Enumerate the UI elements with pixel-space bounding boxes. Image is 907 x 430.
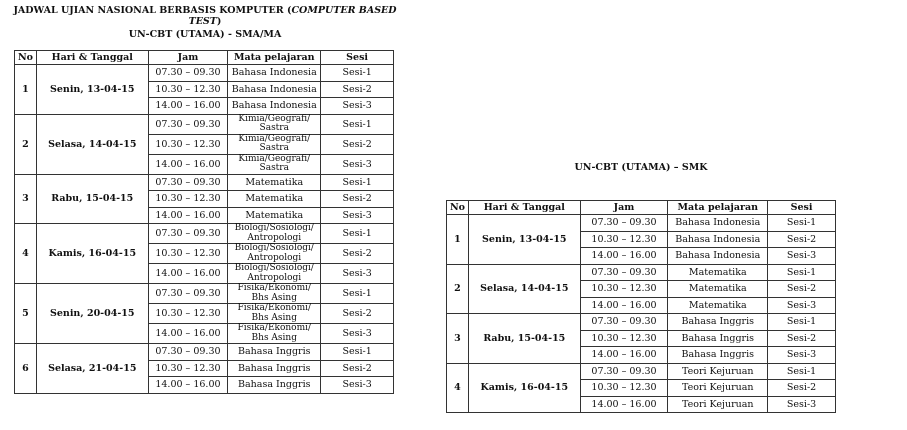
time-cell: 07.30 – 09.30 (580, 363, 668, 380)
session-cell: Sesi-3 (768, 248, 836, 265)
subject-cell: Teori Kejuruan (668, 363, 768, 380)
time-cell: 10.30 – 12.30 (580, 231, 668, 248)
session-cell: Sesi-3 (321, 377, 394, 394)
session-cell: Sesi-3 (768, 396, 836, 413)
subject-cell: Biologi/Sosiologi/ Antropologi (228, 244, 321, 264)
column-header: Mata pelajaran (668, 201, 768, 215)
time-cell: 10.30 – 12.30 (580, 330, 668, 347)
session-cell: Sesi-3 (321, 324, 394, 344)
session-cell: Sesi-3 (321, 98, 394, 115)
subject-cell: Matematika (228, 174, 321, 191)
day-number: 2 (447, 264, 469, 314)
time-cell: 10.30 – 12.30 (580, 380, 668, 397)
day-date: Kamis, 16-04-15 (36, 224, 148, 284)
table-row (15, 174, 394, 191)
sma-subtitle: UN-CBT (UTAMA) - SMA/MA (128, 29, 282, 40)
table-header-row (447, 201, 836, 215)
title-italic: COMPUTER BASED TEST (188, 5, 397, 27)
subject-cell: Kimia/Geografi/ Sastra (228, 134, 321, 154)
day-number: 3 (15, 174, 37, 224)
session-cell: Sesi-1 (321, 344, 394, 361)
column-header: No (15, 51, 37, 65)
sma-schedule-table (14, 50, 394, 394)
day-number: 2 (15, 114, 37, 174)
title-suffix: ) (216, 16, 222, 27)
session-cell: Sesi-1 (768, 215, 836, 232)
session-cell: Sesi-1 (321, 174, 394, 191)
table-row (447, 363, 836, 380)
day-number: 1 (15, 65, 37, 115)
subject-cell: Bahasa Inggris (668, 314, 768, 331)
subject-cell: Kimia/Geografi/ Sastra (228, 114, 321, 134)
day-number: 4 (15, 224, 37, 284)
time-cell: 14.00 – 16.00 (148, 98, 228, 115)
table-header-row (15, 51, 394, 65)
time-cell: 07.30 – 09.30 (580, 215, 668, 232)
subject-cell: Biologi/Sosiologi/ Antropologi (228, 264, 321, 284)
subject-cell: Bahasa Inggris (228, 344, 321, 361)
day-number: 4 (447, 363, 469, 413)
subject-cell: Bahasa Inggris (668, 330, 768, 347)
session-cell: Sesi-2 (321, 81, 394, 98)
column-header: Sesi (321, 51, 394, 65)
day-number: 1 (447, 215, 469, 265)
session-cell: Sesi-2 (321, 304, 394, 324)
session-cell: Sesi-1 (321, 224, 394, 244)
subject-cell: Bahasa Indonesia (228, 65, 321, 82)
session-cell: Sesi-2 (768, 231, 836, 248)
column-header: Sesi (768, 201, 836, 215)
subject-cell: Bahasa Indonesia (228, 98, 321, 115)
subject-cell: Matematika (668, 297, 768, 314)
day-date: Selasa, 14-04-15 (468, 264, 580, 314)
subject-cell: Fisika/Ekonomi/ Bhs Asing (228, 324, 321, 344)
day-date: Selasa, 14-04-15 (36, 114, 148, 174)
subject-cell: Bahasa Inggris (228, 360, 321, 377)
session-cell: Sesi-1 (768, 264, 836, 281)
subject-cell: Bahasa Indonesia (228, 81, 321, 98)
time-cell: 07.30 – 09.30 (148, 114, 228, 134)
subject-cell: Bahasa Inggris (228, 377, 321, 394)
day-date: Rabu, 15-04-15 (468, 314, 580, 364)
time-cell: 07.30 – 09.30 (148, 224, 228, 244)
time-cell: 10.30 – 12.30 (148, 81, 228, 98)
table-row (15, 344, 394, 361)
time-cell: 10.30 – 12.30 (148, 191, 228, 208)
subject-cell: Bahasa Inggris (668, 347, 768, 364)
time-cell: 07.30 – 09.30 (580, 264, 668, 281)
time-cell: 10.30 – 12.30 (148, 244, 228, 264)
session-cell: Sesi-2 (321, 191, 394, 208)
document-title (10, 5, 400, 27)
subject-cell: Bahasa Indonesia (668, 231, 768, 248)
day-date: Kamis, 16-04-15 (468, 363, 580, 413)
column-header: Jam (148, 51, 228, 65)
time-cell: 10.30 – 12.30 (148, 134, 228, 154)
table-row (15, 114, 394, 134)
session-cell: Sesi-2 (768, 380, 836, 397)
session-cell: Sesi-2 (321, 244, 394, 264)
time-cell: 10.30 – 12.30 (148, 360, 228, 377)
session-cell: Sesi-2 (768, 281, 836, 298)
column-header: Hari & Tanggal (36, 51, 148, 65)
column-header: No (447, 201, 469, 215)
session-cell: Sesi-2 (768, 330, 836, 347)
column-header: Hari & Tanggal (468, 201, 580, 215)
session-cell: Sesi-1 (768, 314, 836, 331)
day-number: 3 (447, 314, 469, 364)
subject-cell: Matematika (668, 281, 768, 298)
time-cell: 14.00 – 16.00 (580, 248, 668, 265)
subject-cell: Biologi/Sosiologi/ Antropologi (228, 224, 321, 244)
table-row (447, 314, 836, 331)
time-cell: 14.00 – 16.00 (148, 264, 228, 284)
session-cell: Sesi-1 (321, 284, 394, 304)
time-cell: 07.30 – 09.30 (148, 284, 228, 304)
session-cell: Sesi-2 (321, 134, 394, 154)
session-cell: Sesi-1 (321, 65, 394, 82)
time-cell: 07.30 – 09.30 (148, 65, 228, 82)
time-cell: 07.30 – 09.30 (580, 314, 668, 331)
session-cell: Sesi-1 (768, 363, 836, 380)
time-cell: 14.00 – 16.00 (580, 347, 668, 364)
smk-subtitle: UN-CBT (UTAMA) – SMK (574, 162, 708, 173)
session-cell: Sesi-3 (768, 297, 836, 314)
subject-cell: Matematika (668, 264, 768, 281)
session-cell: Sesi-3 (321, 154, 394, 174)
table-row (15, 65, 394, 82)
day-date: Selasa, 21-04-15 (36, 344, 148, 394)
title-prefix: JADWAL UJIAN NASIONAL BERBASIS KOMPUTER ( (13, 5, 292, 16)
time-cell: 14.00 – 16.00 (580, 297, 668, 314)
time-cell: 10.30 – 12.30 (580, 281, 668, 298)
time-cell: 07.30 – 09.30 (148, 174, 228, 191)
day-date: Rabu, 15-04-15 (36, 174, 148, 224)
day-number: 5 (15, 284, 37, 344)
session-cell: Sesi-1 (321, 114, 394, 134)
subject-cell: Teori Kejuruan (668, 396, 768, 413)
session-cell: Sesi-3 (768, 347, 836, 364)
subject-cell: Teori Kejuruan (668, 380, 768, 397)
subject-cell: Fisika/Ekonomi/ Bhs Asing (228, 304, 321, 324)
column-header: Mata pelajaran (228, 51, 321, 65)
day-date: Senin, 20-04-15 (36, 284, 148, 344)
subject-cell: Kimia/Geografi/ Sastra (228, 154, 321, 174)
time-cell: 14.00 – 16.00 (148, 207, 228, 224)
subject-cell: Matematika (228, 191, 321, 208)
day-date: Senin, 13-04-15 (468, 215, 580, 265)
subject-cell: Bahasa Indonesia (668, 215, 768, 232)
time-cell: 14.00 – 16.00 (148, 154, 228, 174)
session-cell: Sesi-2 (321, 360, 394, 377)
time-cell: 14.00 – 16.00 (148, 377, 228, 394)
day-number: 6 (15, 344, 37, 394)
day-date: Senin, 13-04-15 (36, 65, 148, 115)
smk-schedule-table (446, 200, 836, 413)
session-cell: Sesi-3 (321, 207, 394, 224)
table-row (15, 284, 394, 304)
time-cell: 14.00 – 16.00 (148, 324, 228, 344)
session-cell: Sesi-3 (321, 264, 394, 284)
time-cell: 10.30 – 12.30 (148, 304, 228, 324)
subject-cell: Fisika/Ekonomi/ Bhs Asing (228, 284, 321, 304)
table-row (447, 215, 836, 232)
column-header: Jam (580, 201, 668, 215)
time-cell: 14.00 – 16.00 (580, 396, 668, 413)
table-row (447, 264, 836, 281)
table-row (15, 224, 394, 244)
subject-cell: Matematika (228, 207, 321, 224)
subject-cell: Bahasa Indonesia (668, 248, 768, 265)
time-cell: 07.30 – 09.30 (148, 344, 228, 361)
